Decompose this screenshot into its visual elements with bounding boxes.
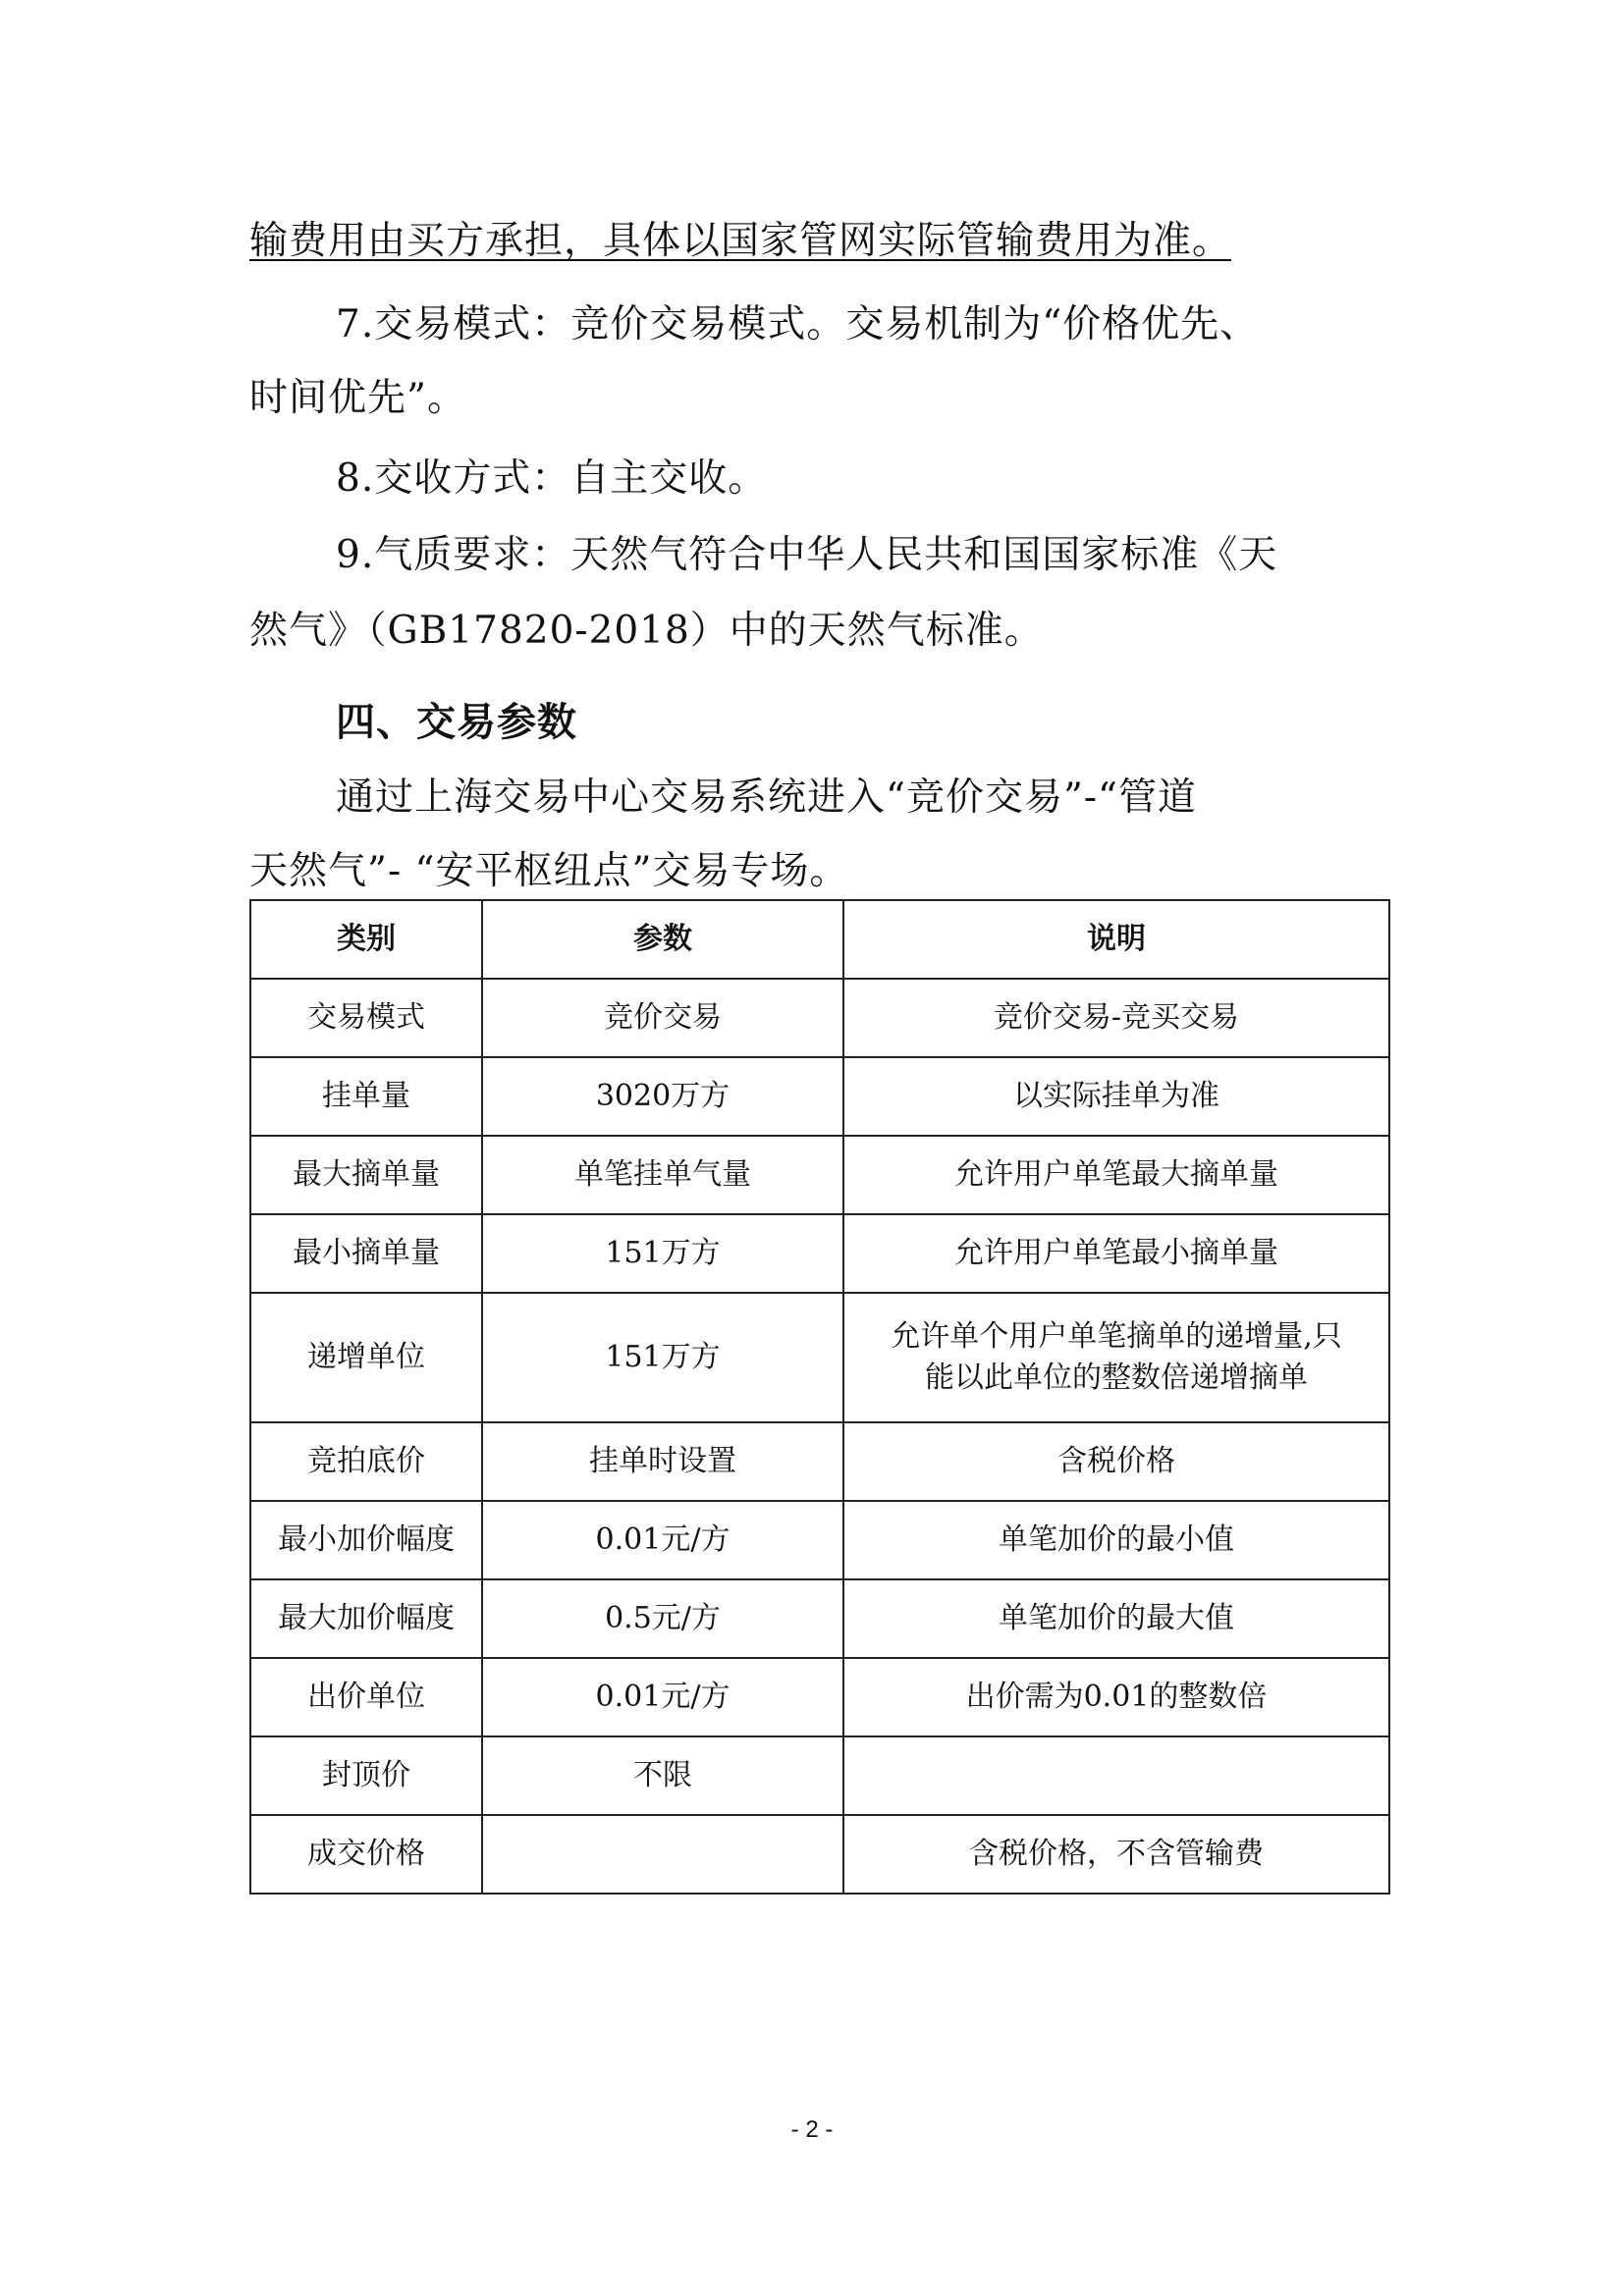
cell-parameter: 151万方 — [482, 1293, 843, 1422]
cell-parameter: 3020万方 — [482, 1057, 843, 1136]
cell-description: 单笔加价的最小值 — [843, 1501, 1389, 1579]
table-row — [250, 1501, 1389, 1579]
header-description: 说明 — [843, 900, 1389, 979]
cell-parameter: 151万方 — [482, 1214, 843, 1293]
cell-category: 交易模式 — [250, 979, 482, 1057]
cell-parameter: 挂单时设置 — [482, 1422, 843, 1501]
cell-category: 最大加价幅度 — [250, 1579, 482, 1658]
intro-line-2: 天然气”- “安平枢纽点”交易专场。 — [249, 849, 849, 893]
table-row — [250, 1658, 1389, 1736]
cell-parameter: 0.01元/方 — [482, 1658, 843, 1736]
cell-category: 封顶价 — [250, 1736, 482, 1815]
cell-description — [843, 1736, 1389, 1815]
cell-description: 允许用户单笔最小摘单量 — [843, 1214, 1389, 1293]
cell-category: 出价单位 — [250, 1658, 482, 1736]
cell-category: 最小摘单量 — [250, 1214, 482, 1293]
item-7-line-2: 时间优先”。 — [249, 376, 466, 420]
continued-paragraph-line: 输费用由买方承担，具体以国家管网实际管输费用为准。 — [249, 219, 1232, 263]
cell-parameter: 不限 — [482, 1736, 843, 1815]
cell-category: 最大摘单量 — [250, 1136, 482, 1214]
cell-parameter: 0.5元/方 — [482, 1579, 843, 1658]
cell-description: 允许用户单笔最大摘单量 — [843, 1136, 1389, 1214]
item-9-line-1: 9.气质要求：天然气符合中华人民共和国国家标准《天 — [336, 533, 1278, 577]
table-header-row — [250, 900, 1389, 979]
table-row — [250, 1293, 1389, 1422]
page-number: - 2 - — [790, 2116, 834, 2143]
cell-description: 竞价交易-竞买交易 — [843, 979, 1389, 1057]
item-9-line-2: 然气》（GB17820-2018）中的天然气标准。 — [249, 609, 1044, 653]
cell-category: 最小加价幅度 — [250, 1501, 482, 1579]
table-row — [250, 1214, 1389, 1293]
table-row — [250, 1579, 1389, 1658]
cell-category: 成交价格 — [250, 1815, 482, 1894]
cell-description-line-2: 能以此单位的整数倍递增摘单 — [925, 1361, 1308, 1395]
cell-parameter — [482, 1815, 843, 1894]
cell-description: 含税价格 — [843, 1422, 1389, 1501]
cell-description: 出价需为0.01的整数倍 — [843, 1658, 1389, 1736]
table-row — [250, 1422, 1389, 1501]
cell-category: 挂单量 — [250, 1057, 482, 1136]
cell-description: 单笔加价的最大值 — [843, 1579, 1389, 1658]
cell-category: 递增单位 — [250, 1293, 482, 1422]
cell-description-line-1: 允许单个用户单笔摘单的递增量,只 — [891, 1319, 1342, 1354]
section-heading: 四、交易参数 — [336, 700, 577, 745]
cell-parameter: 竞价交易 — [482, 979, 843, 1057]
header-parameter: 参数 — [482, 900, 843, 979]
item-8: 8.交收方式：自主交收。 — [336, 456, 768, 501]
table-row — [250, 1057, 1389, 1136]
cell-description — [843, 1293, 1389, 1422]
cell-description: 以实际挂单为准 — [843, 1057, 1389, 1136]
cell-parameter: 0.01元/方 — [482, 1501, 843, 1579]
trading-parameters-table — [249, 899, 1388, 1895]
cell-description: 含税价格，不含管输费 — [843, 1815, 1389, 1894]
item-7-line-1: 7.交易模式：竞价交易模式。交易机制为“价格优先、 — [336, 302, 1260, 347]
header-category: 类别 — [250, 900, 482, 979]
cell-category: 竞拍底价 — [250, 1422, 482, 1501]
table-row — [250, 1736, 1389, 1815]
table-row — [250, 979, 1389, 1057]
intro-line-1: 通过上海交易中心交易系统进入“竞价交易”-“管道 — [336, 775, 1197, 820]
cell-parameter: 单笔挂单气量 — [482, 1136, 843, 1214]
table-row — [250, 1815, 1389, 1894]
table-row — [250, 1136, 1389, 1214]
